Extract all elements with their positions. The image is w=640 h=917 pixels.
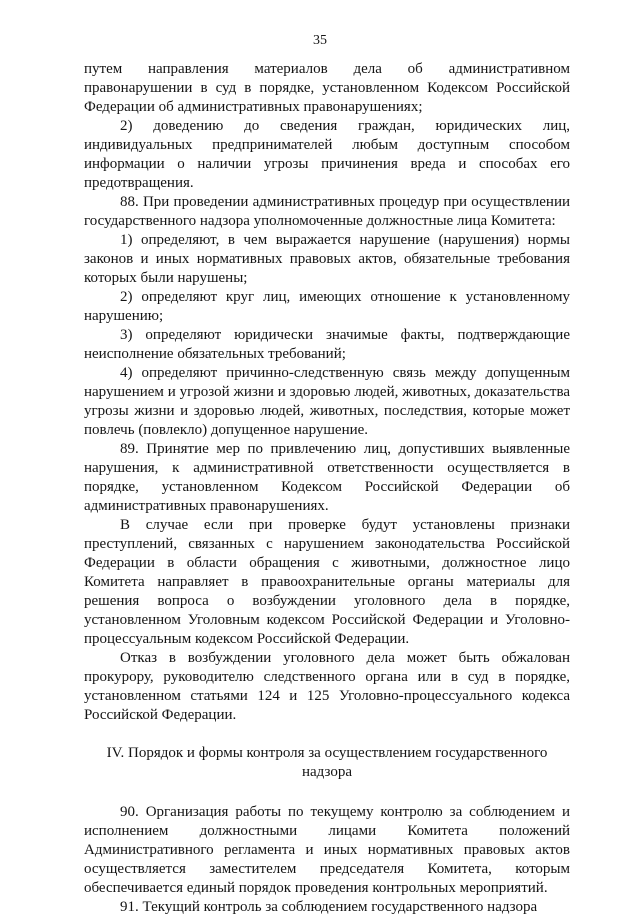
paragraph-90: 90. Организация работы по текущему контролю за соблюдением и исполнением должностными лицами Комитета положений Административного регламента и иных нормативных правовых актов осуществляется заместителем председателя Комитета, которым обеспечивается единый порядок проведения контрольных мероприятий. bbox=[84, 804, 570, 896]
paragraph-91: 91. Текущий контроль за соблюдением государственного надзора bbox=[120, 899, 538, 915]
paragraph-88-item-2: 2) определяют круг лиц, имеющих отношение к установленному нарушению; bbox=[84, 289, 570, 324]
section-heading: IV. Порядок и формы контроля за осуществлением государственного надзора bbox=[106, 745, 548, 780]
paragraph-continuation: путем направления материалов дела об административном правонарушении в суд в порядке, установленном Кодексом Российской Федерации об административных правонарушениях; bbox=[84, 61, 570, 115]
paragraph-89-refusal-appeal: Отказ в возбуждении уголовного дела может быть обжалован прокурору, руководителю следственного органа или в суд в порядке, установленном статьями 124 и 125 Уголовно-процессуального кодекса Российской Федерации. bbox=[84, 650, 570, 723]
paragraph-88-item-1: 1) определяют, в чем выражается нарушение (нарушения) нормы законов и иных нормативных правовых актов, обязательные требования которых были нарушены; bbox=[84, 232, 570, 286]
paragraph-89-criminal-case: В случае если при проверке будут установлены признаки преступлений, связанных с нарушением законодательства Российской Федерации в области обращения с животными, должностное лицо Комитета направляет в правоохранительные органы материалы для решения вопроса о возбуждении уголовного дела в порядке, установленном Уголовным кодексом Российской Федерации и Уголовно-процессуальным кодексом Российской Федерации. bbox=[84, 517, 570, 647]
paragraph-88-item-3: 3) определяют юридически значимые факты, подтверждающие неисполнение обязательных требований; bbox=[84, 327, 570, 362]
paragraph-89: 89. Принятие мер по привлечению лиц, допустивших выявленные нарушения, к административной ответственности осуществляется в порядке, установленном Кодексом Российской Федерации об административных правонарушениях. bbox=[84, 441, 570, 514]
paragraph-88: 88. При проведении административных процедур при осуществлении государственного надзора уполномоченные должностные лица Комитета: bbox=[84, 194, 570, 229]
paragraph-item-2-informing: 2) доведению до сведения граждан, юридических лиц, индивидуальных предпринимателей любым доступным способом информации о наличии угрозы причинения вреда и способах его предотвращения. bbox=[84, 118, 570, 191]
page-number: 35 bbox=[313, 33, 327, 48]
document-body bbox=[84, 60, 570, 917]
paragraph-88-item-4: 4) определяют причинно-следственную связь между допущенным нарушением и угрозой жизни и здоровью людей, животных, доказательства угрозы жизни и здоровью людей, животных, последствия, которые может повлечь (повлекло) допущенное нарушение. bbox=[84, 365, 570, 438]
